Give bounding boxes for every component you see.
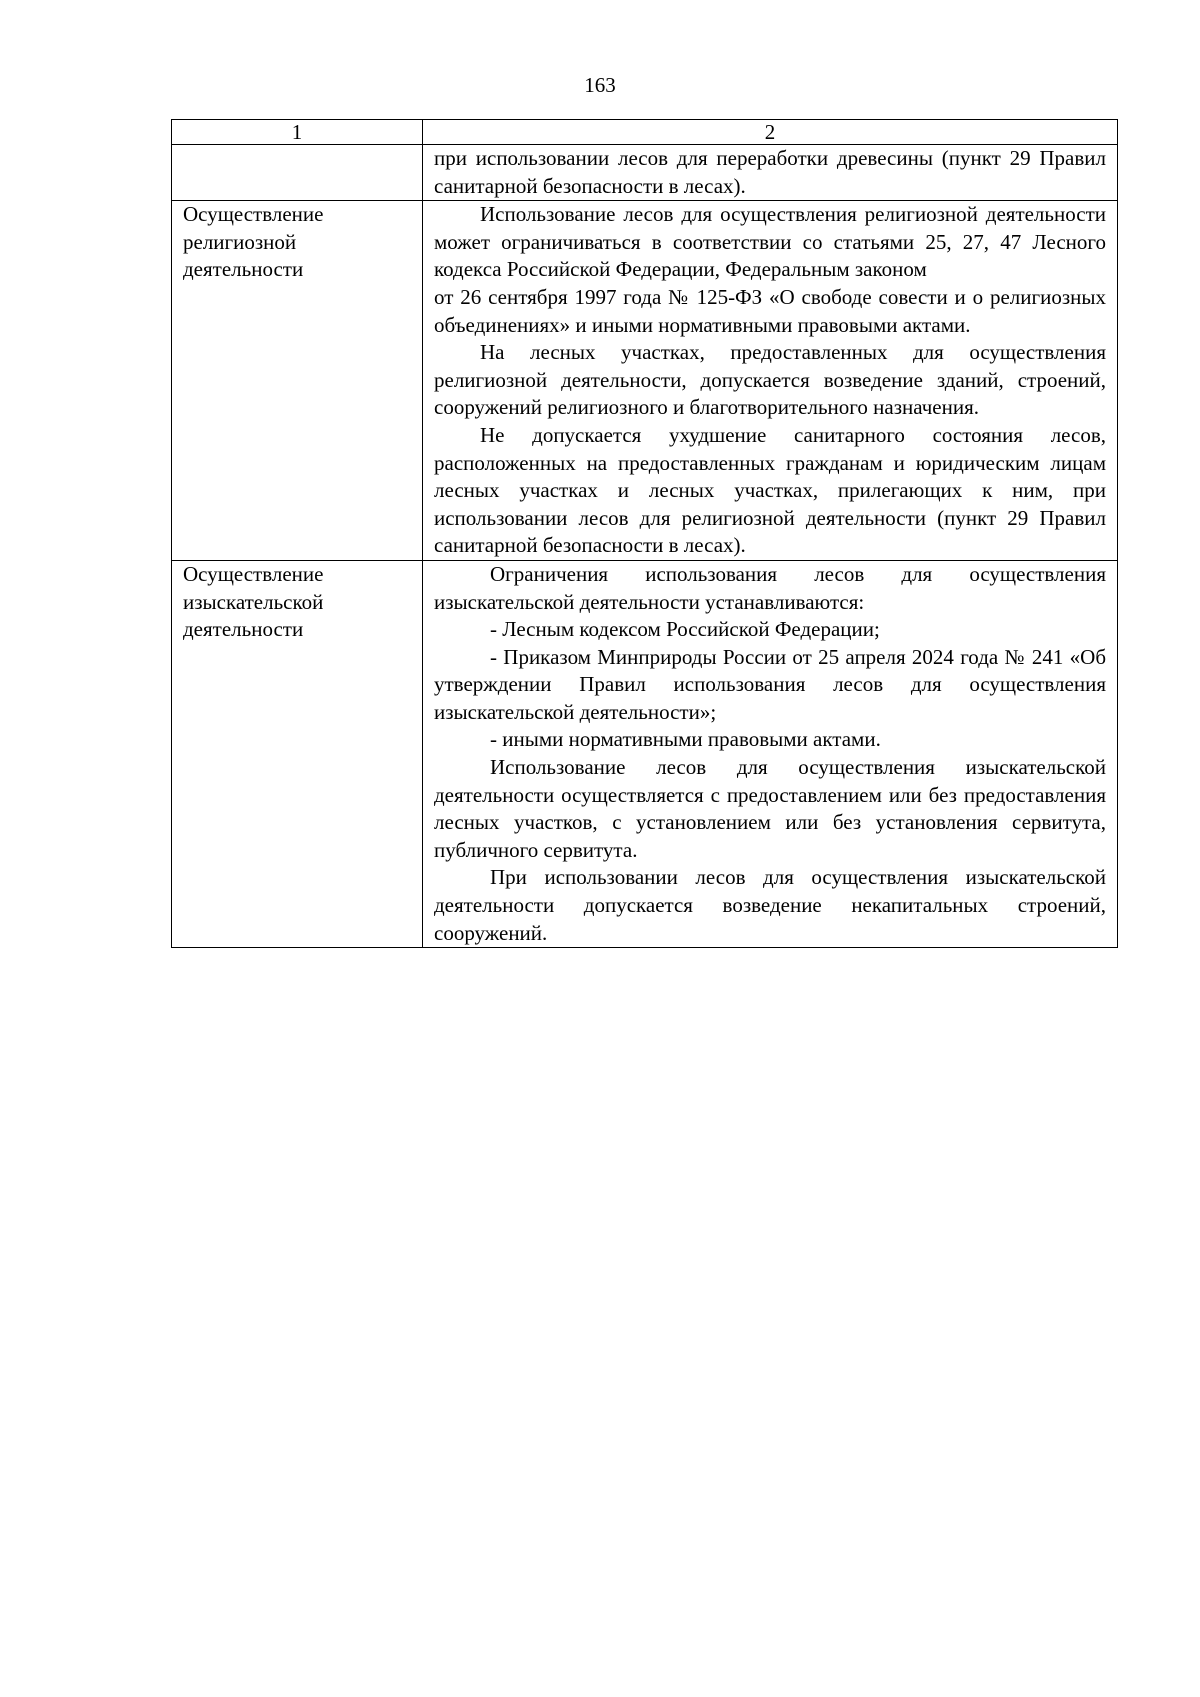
paragraph: Использование лесов для осуществления изыскательской деятельности осуществляется с предоставлением или без предоставления лесных участков, с установлением или без установления сервитута, публичного сервитута. [434,755,1106,862]
content-cell [423,201,1118,561]
content-cell [423,560,1118,947]
activity-cell [172,560,423,947]
activity-label-line: религиозной [183,229,297,254]
paragraph: Не допускается ухудшение санитарного состояния лесов, расположенных на предоставленных гражданам и юридическим лицам лесных участках и лесных участках, прилегающих к ним, при использовании лесов для религиозной деятельности (пункт 29 Правил санитарной безопасности в лесах). [434,422,1106,558]
column-number-1: 1 [172,120,423,145]
column-number-2: 2 [423,120,1118,145]
paragraph: На лесных участках, предоставленных для осуществления религиозной деятельности, допускается возведение зданий, строений, сооружений религиозного и благотворительного назначения. [434,340,1106,420]
activity-label-line: Осуществление [183,202,324,227]
table-row [172,201,1118,561]
activity-label-line: деятельности [183,257,304,282]
table-row [172,560,1118,947]
activity-cell [172,201,423,561]
paragraph: Ограничения использования лесов для осуществления изыскательской деятельности устанавливаются: [434,561,1106,614]
table-row [172,145,1118,201]
list-item: - Приказом Минприроды России от 25 апреля 2024 года № 241 «Об утверждении Правил использования лесов для осуществления изыскательской деятельности»; [434,644,1106,724]
paragraph: При использовании лесов для осуществления изыскательской деятельности допускается возведение некапитальных строений, сооружений. [434,865,1106,945]
activity-cell-empty [172,145,423,201]
paragraph: при использовании лесов для переработки древесины (пункт 29 Правил санитарной безопасности в лесах). [434,146,1106,198]
document-table [171,119,1118,948]
activity-label-line: Осуществление [183,561,324,586]
paragraph: от 26 сентября 1997 года № 125-ФЗ «О свободе совести и о религиозных объединениях» и иными нормативными правовыми актами. [434,284,1106,337]
page-number: 163 [584,73,616,97]
table-header-row [172,120,1118,145]
activity-label-line: изыскательской [183,589,324,614]
paragraph: Использование лесов для осуществления религиозной деятельности может ограничиваться в соответствии со статьями 25, 27, 47 Лесного кодекса Российской Федерации, Федеральным законом [434,202,1106,282]
activity-label-line: деятельности [183,617,304,642]
list-item: - Лесным кодексом Российской Федерации; [490,617,880,642]
list-item: - иными нормативными правовыми актами. [490,727,881,752]
content-cell [423,145,1118,201]
